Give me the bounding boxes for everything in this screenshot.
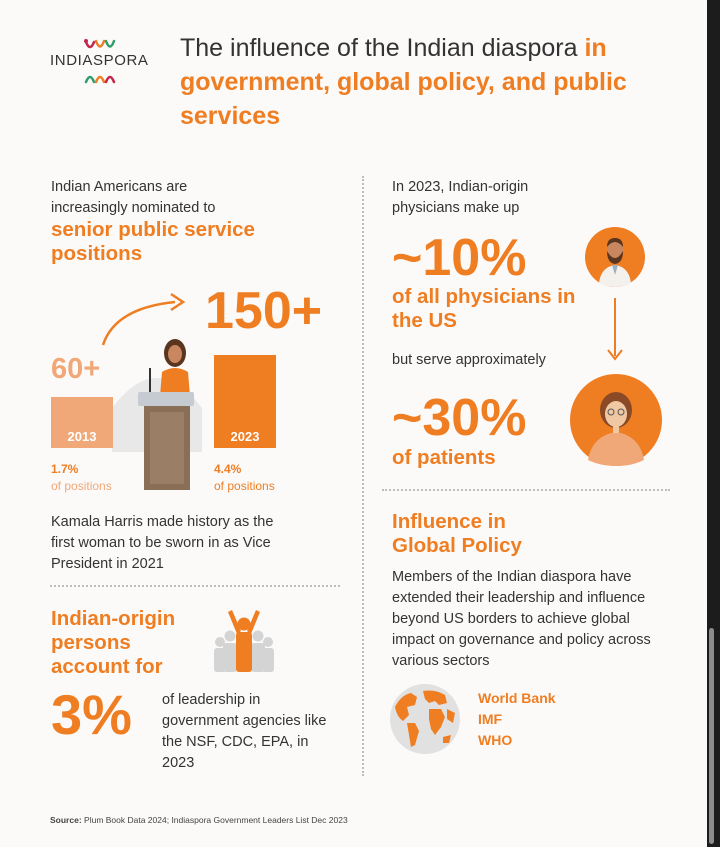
harris-note: Kamala Harris made history as the first woman to be sworn in as Vice President in 2021 [51, 514, 274, 572]
senior-heading: senior public service positions [51, 218, 255, 265]
senior-intro: Indian Americans are increasingly nominated to [51, 179, 216, 216]
leadership-big-number: 3% [51, 683, 132, 746]
source-note [50, 815, 348, 825]
page-title [180, 31, 660, 133]
right-divider [382, 489, 670, 491]
pct-2013-text: of positions [51, 479, 112, 493]
left-divider [50, 585, 340, 587]
title-plain: The influence of the Indian diaspora [180, 34, 578, 62]
title-highlight: in government, global policy, and public services [180, 34, 627, 130]
vertical-divider [362, 176, 364, 776]
value-2013: 60+ [51, 353, 101, 385]
global-heading: Influence in Global Policy [392, 510, 522, 557]
bar-2023-label: 2023 [230, 429, 260, 444]
bar-2023 [214, 355, 276, 448]
pct-2023-text: of positions [214, 479, 275, 493]
source-label: Source: [50, 815, 82, 825]
global-description: Members of the Indian diaspora have extended their leadership and influence beyond US borders to achieve global impact on governance and policy across various sectors [392, 569, 651, 669]
bar-2013-label: 2013 [67, 429, 97, 444]
physicians-line-1: of all physicians in the US [392, 285, 576, 332]
globe-icon [389, 683, 461, 755]
physicians-middle-text: but serve approximately [392, 352, 546, 368]
value-2023: 150+ [205, 282, 323, 340]
physician-female-icon [570, 374, 662, 466]
pct-2013-value: 1.7% [51, 462, 79, 476]
scrollbar[interactable] [709, 628, 714, 844]
pct-2023-value: 4.4% [214, 462, 242, 476]
logo-text: INDIASPORA [50, 52, 149, 69]
leadership-description: of leadership in government agencies like the NSF, CDC, EPA, in 2023 [162, 692, 327, 771]
physician-male-icon [585, 227, 645, 287]
physicians-big-number-1: ~10% [392, 229, 527, 287]
physicians-intro: In 2023, Indian-origin physicians make up [392, 179, 529, 216]
organization-item: WHO [478, 732, 513, 748]
speaker-podium-icon [132, 338, 198, 490]
group-raised-hands-icon [206, 606, 282, 674]
pct-2023 [214, 461, 275, 495]
source-text: Plum Book Data 2024; Indiaspora Government Leaders List Dec 2023 [84, 815, 348, 825]
organization-list [478, 688, 556, 751]
organization-item: IMF [478, 711, 503, 727]
logo-lower-mark-icon [82, 70, 118, 84]
organization-item: World Bank [478, 690, 556, 706]
bar-2013 [51, 397, 113, 448]
pct-2013 [51, 461, 112, 495]
leadership-heading: Indian-origin persons account for [51, 607, 176, 678]
physicians-line-2: of patients [392, 446, 496, 469]
arrow-down-icon [606, 296, 624, 362]
physicians-big-number-2: ~30% [392, 389, 527, 447]
